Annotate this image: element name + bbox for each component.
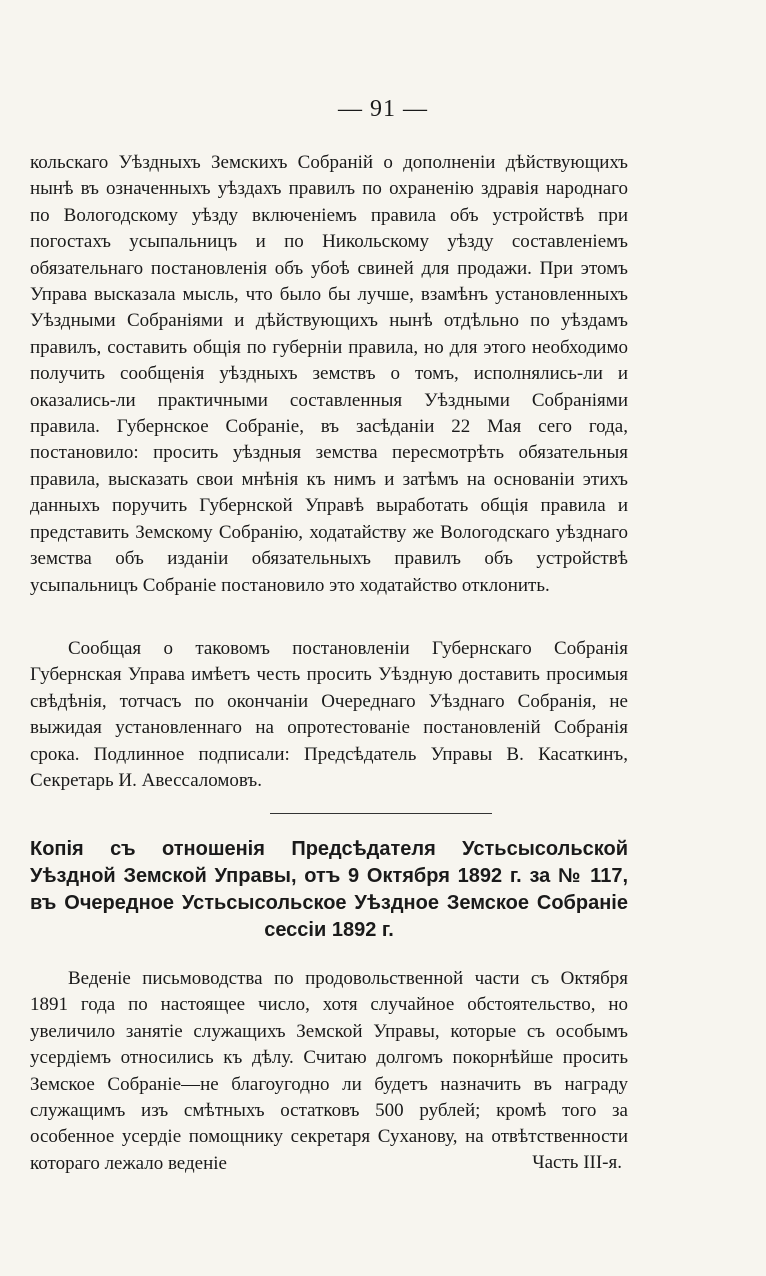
paragraph-clerical-work: Веденіе письмоводства по продовольственной части съ Октября 1891 года по настоящее число, хотя случайное обстоятельство, но увеличило занятіе служащихъ Земской Управы, которые съ особымъ усердіемъ относились къ дѣлу. Считаю долгомъ покорнѣйше просить Земское Собраніе—не благоугодно ли будетъ назначить въ награду служащимъ изъ смѣтныхъ остатковъ 500 рублей; кромѣ того за особенное усердіе помощнику секретаря Суханову, на отвѣтственности котораго лежало веденіе: [30, 968, 628, 1174]
paragraph-request-information: Сообщая о таковомъ постановленіи Губернскаго Собранія Губернская Управа имѣетъ честь просить Уѣздную доставить просимыя свѣдѣнія, тотчасъ по окончаніи Очереднаго Уѣзднаго Собранія, не выжидая установленнаго на опротестованіе постановленій Собранія срока. Подлинное подписали: Предсѣдатель Управы В. Касаткинъ, Секретарь И. Авессаломовъ.: [30, 638, 628, 792]
section-heading: Копія съ отношенія Предсѣдателя Устьсысольской Уѣздной Земской Управы, отъ 9 Октября 1892 г. за № 117, въ Очередное Устьсысольское Уѣздное Земское Собраніе сессіи 1892 г.: [30, 838, 628, 941]
paragraph-decree-continuation: кольскаго Уѣздныхъ Земскихъ Собраній о дополненіи дѣйствующихъ нынѣ въ означенныхъ уѣздахъ правилъ по охраненію здравія народнаго по Вологодскому уѣзду включеніемъ правила объ устройствѣ при погостахъ усыпальницъ и по Никольскому уѣзду составленіемъ обязательнаго постановленія объ убоѣ свиней для продажи. При этомъ Управа высказала мысль, что было бы лучше, взамѣнъ установленныхъ Уѣздными Собраніями и дѣйствующихъ нынѣ отдѣльно по уѣздамъ правилъ, составить общія по губерніи правила, но для этого необходимо получить сообщенія уѣздныхъ земствъ о томъ, исполнялись-ли и оказались-ли практичными составленныя Уѣздными Собраніями правила. Губернское Собраніе, въ засѣданіи 22 Мая сего года, постановило: просить уѣздныя земства пересмотрѣть обязательныя правила, высказать свои мнѣнія къ нимъ и затѣмъ на основаніи этихъ данныхъ поручить Губернской Управѣ выработать общія правила и представить Земскому Собранію, ходатайству же Вологодскаго уѣзднаго земства объ изданіи обязательныхъ правилъ объ устройствѣ усыпальницъ Собраніе постановило это ходатайство отклонить.: [30, 152, 628, 596]
section-divider: [270, 813, 492, 814]
catchword-volume-part: Часть III-я.: [532, 1152, 622, 1173]
page-number: — 91 —: [338, 96, 428, 122]
